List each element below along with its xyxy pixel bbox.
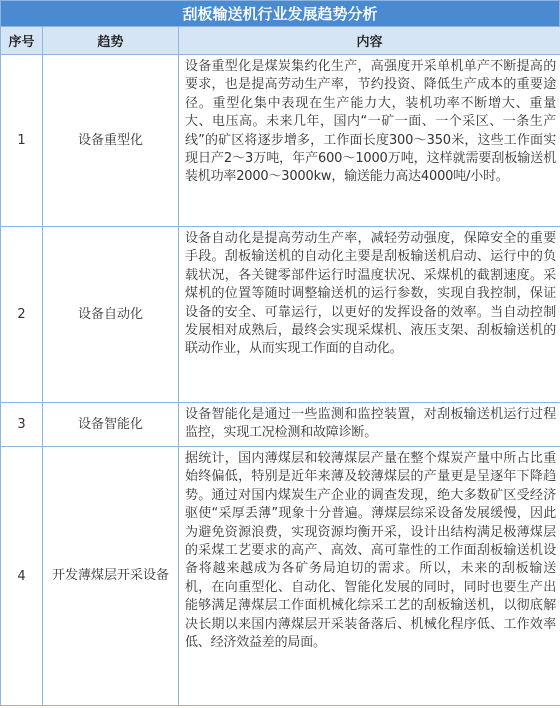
row-trend: 开发薄煤层开采设备 — [43, 447, 179, 706]
trend-table — [0, 26, 560, 706]
column-header-content: 内容 — [179, 27, 560, 55]
table-row — [1, 227, 560, 403]
header-row — [1, 27, 560, 55]
column-header-index: 序号 — [1, 27, 43, 55]
row-trend: 设备智能化 — [43, 403, 179, 447]
column-header-trend: 趋势 — [43, 27, 179, 55]
row-index: 2 — [1, 227, 43, 403]
table-row — [1, 55, 560, 227]
table-row — [1, 403, 560, 447]
row-index: 1 — [1, 55, 43, 227]
row-trend: 设备重型化 — [43, 55, 179, 227]
row-index: 3 — [1, 403, 43, 447]
row-index: 4 — [1, 447, 43, 706]
row-content: 设备自动化是提高劳动生产率，减轻劳动强度，保障安全的重要手段。刮板输送机的自动化主要是刮板输送机启动、运行中的负载状况，各关键零部件运行时温度状况、采煤机的截割速度。采煤机的位置等随时调整输送机的运行参数，实现自我控制，保证设备的安全、可靠运行，以更好的发挥设备的效率。当自动控制发展相对成熟后，最终会实现采煤机、液压支架、刮板输送机的联动作业，从而实现工作面的自动化。 — [179, 227, 560, 403]
row-content: 设备智能化是通过一些监测和监控装置，对刮板输送机运行过程监控，实现工况检测和故障诊断。 — [179, 403, 560, 447]
row-content: 据统计，国内薄煤层和较薄煤层产量在整个煤炭产量中所占比重始终偏低，特别是近年来薄及较薄煤层的产量更是呈逐年下降趋势。通过对国内煤炭生产企业的调查发现，绝大多数矿区受经济驱使“采厚丢薄”现象十分普遍。薄煤层综采设备发展缓慢，因此为避免资源浪费，实现资源均衡开采，设计出结构满足极薄煤层的采煤工艺要求的高产、高效、高可靠性的工作面刮板输送机设备将越来越成为各矿务局迫切的需求。所以，未来的刮板输送机，在向重型化、自动化、智能化发展的同时，同时也要生产出能够满足薄煤层工作面机械化综采工艺的刮板输送机，以彻底解决长期以来国内薄煤层开采装备落后、机械化程序低、工作效率低、经济效益差的局面。 — [179, 447, 560, 706]
row-content: 设备重型化是煤炭集约化生产，高强度开采单机单产不断提高的要求，也是提高劳动生产率，节约投资、降低生产成本的重要途径。重型化集中表现在生产能力大，装机功率不断增大、重量大、电压高。未来几年，国内“一矿一面、一个采区、一条生产线”的矿区将逐步增多，工作面长度300～350米，这些工作面实现日产2～3万吨，年产600～1000万吨，这样就需要刮板输送机装机功率2000～3000kw，输送能力高达4000吨/小时。 — [179, 55, 560, 227]
table-row — [1, 447, 560, 706]
row-trend: 设备自动化 — [43, 227, 179, 403]
table-title: 刮板输送机行业发展趋势分析 — [0, 0, 560, 26]
